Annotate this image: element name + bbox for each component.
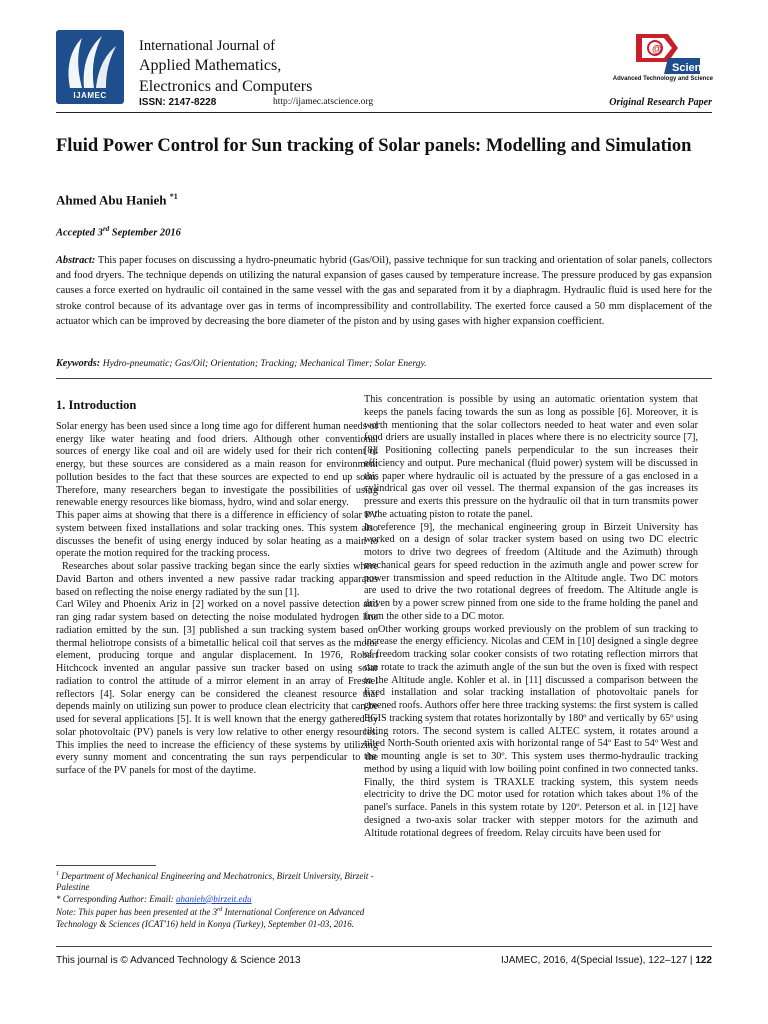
footer-citation-text: IJAMEC, 2016, 4(Special Issue), 122–127 |	[500, 955, 693, 966]
journal-url[interactable]: http://ijamec.atscience.org	[273, 97, 374, 107]
paragraph: This concentration is possible by using an automatic orientation system that keeps the panels facing towards the sun as long as possible [6]. Moreover, it is worth mentioning that the solar collectors needed to heat water and even solar food driers are usually installed in places where there is no electricity source [7], [8]. Positioning collecting panels perpendicular to the sun increases their efficiency and output. Pure mechanical (fluid power) system will be discussed in this paper where hydraulic oil is actuated by the pressure of a gas enclosed in a cylindrical gas over oil vessel. The thermal expansion of the gas increases its pressure and exerts this pressure on the hydraulic oil that in turn transmits power to the actuating piston to rotate the panel.	[364, 394, 698, 520]
author-line	[56, 192, 178, 208]
keywords-label: Keywords:	[56, 358, 101, 369]
footnote-note	[56, 905, 378, 930]
paragraph: Other working groups worked previously on the problem of sun tracking to increase the energy efficiency. Nicolas and CEM in [10] designed a single degree of freedom tracking solar cooker consists of two rotating reflection mirrors that can rotate to track the azimuth angle of the sun but the oven is fixed with respect to the Altitude angle. Kohler et al. in [11] discussed a comparison between the fixed installation and solar tracking installation of photovoltaic panels for greened roofs. Authors offer here three tracking systems: the first system is called EGIS tracking system that rotates horizontally by 180º and vertically by 65º using tilting rotors. The second system is called ALTEC system, it rotates around a tilted North-South oriented axis with horizontal range of 54º East to 54º West and the mounting angle is set to 30º. This system uses thermo-hydraulic tracking method by using a liquid with low boiling point confined in two connected tanks. Finally, the third system is TRAXLE tracking system, this system needs electricity to drive the DC motor used for rotation which takes about 1% of the panel's surface. Panels in this system rotate by 120º. Peterson et al. in [12] have designed a two-axis solar tracker with stepper motors for the azimuth and Altitude rotational degrees of freedom. Relay circuits have been used for	[364, 623, 698, 839]
footnotes	[56, 869, 378, 930]
journal-name-line1: International Journal of	[139, 38, 276, 54]
footer-divider	[56, 946, 712, 947]
accepted-prefix: Accepted 3	[56, 227, 103, 239]
paragraph: Researches about solar passive tracking began since the early sixties where David Barton and others invented a new passive radar tracking apparatus based on reflecting the noise energy radiated by the sun [1].	[56, 561, 378, 598]
keywords	[56, 358, 712, 369]
footer-citation	[501, 955, 712, 966]
paragraph: This paper aims at showing that there is a difference in efficiency of solar PV system between fixed installations and solar tracking ones. This system also discusses the benefit of using energy induced by solar heating as a main to operate the motion required for the tracking process.	[56, 510, 378, 560]
logo-text: IJAMEC	[73, 91, 107, 100]
abstract-label: Abstract:	[56, 255, 96, 266]
paper-title: Fluid Power Control for Sun tracking of Solar panels: Modelling and Simulation	[56, 136, 692, 156]
ats-caption: Advanced Technology and Science	[612, 76, 713, 82]
paragraph: In reference [9], the mechanical engineering group in Birzeit University has worked on a design of solar tracker system based on using two DC electric motors to drive two degrees of freedom (Altitude and the Azimuth) through mechanical gears for speed reduction in the azimuth angle and power screw for power transmission and speed reduction in the Altitude angle. Two DC motors are used to drive the two rotational degrees of freedom. The Altitude angle is driven by a power screw pinned from one side to the frame holding the panel and from the other side to a DC motor.	[364, 521, 698, 622]
accepted-date	[56, 225, 181, 239]
footnote-affiliation	[56, 869, 378, 894]
abstract-text: This paper focuses on discussing a hydro-pneumatic hybrid (Gas/Oil), passive technique for sun tracking and orientation of solar panels, collectors and food dryers. The technique depends on utilizing the natural expansion of gases caused by temperature increase. The pressure produced by gas expansion causes a force exerted on hydraulic oil contained in the same vessel with the gas and separated from it by a diaphragm. Hydraulic fluid is used here for the stroke control because of its advantage over gas in terms of incompressibility and controllability. The exerted force caused a 50 mm displacement of the actuator which can be improved by decreasing the bore diameter of the piston and by using gases with higher expansion coefficient.	[56, 255, 712, 327]
paragraph: Solar energy has been used since a long time ago for different human needs of energy like water heating and food driers. Although other conventional sources of energy like coal and oil are widely used for their rich content of energy, but these sources are considered as a main reason for environment pollution besides to the fact that these sources are expected to end up soon. Therefore, many researchers began to investigate the possibilities of using renewable energy resources like biomass, hydro, wind and solar energy.	[56, 420, 378, 509]
page-number: 122	[695, 955, 712, 966]
footnote-note-suffix: International Conference on Advanced Technology & Sciences (ICAT'16) held in Konya (Turkey), September 01-03, 2016.	[56, 907, 365, 929]
ijamec-logo	[56, 30, 124, 104]
svg-text:@: @	[652, 44, 662, 55]
ats-science-logo	[628, 30, 714, 76]
paragraph: Carl Wiley and Phoenix Ariz in [2] worked on a novel passive detection and ran ging radar system based on detecting the noise modulated hydrogen line radiation emitted by the sun. [3] published a sun tracking system based on thermal heliotrope consists of a bimetallic helical coil that serves as the motor element, producing torque and angular displacement. In 1976, Robert Hitchcock invented an angular passive sun tracker based on using solar radiation to control the attitude of a mirror element in an array of Fresnel reflectors [4]. Solar energy can be considered the cleanest resource that depends mainly on utilizing sun power to produce clean electricity that can be used for several applications [5]. It is well known that the energy gathered by solar photovoltaic (PV) panels is very low relative to other energy resources. This implies the need to increase the efficiency of these systems by utilizing every sunny moment and concentrating the sun rays perpendicular to the surface of the PV panels for most of the daytime.	[56, 599, 378, 776]
email-link[interactable]: ahanieh@birzeit.edu	[176, 893, 252, 904]
paper-type: Original Research Paper	[609, 97, 712, 108]
issn: ISSN: 2147-8228	[139, 97, 217, 108]
footnote-note-sup: rd	[217, 907, 223, 914]
left-column	[56, 399, 378, 778]
journal-name-line3: Electronics and Computers	[139, 78, 313, 95]
author-affiliation-mark: *1	[169, 192, 178, 201]
keywords-text: Hydro-pneumatic; Gas/Oil; Orientation; Tracking; Mechanical Timer; Solar Energy.	[102, 359, 427, 369]
accepted-sup: rd	[102, 225, 110, 233]
footnote-affiliation-text: Department of Mechanical Engineering and Mechatronics, Birzeit University, Birzeit - Palestine	[56, 871, 374, 893]
footnote-corresponding	[56, 894, 378, 905]
abstract	[56, 253, 712, 329]
footnote-note-prefix: Note: This paper has been presented at the 3	[56, 907, 218, 918]
header-divider	[56, 112, 712, 113]
journal-header	[0, 0, 768, 125]
right-column	[364, 394, 698, 840]
footnote-corresponding-text: * Corresponding Author: Email:	[56, 893, 177, 904]
journal-name-line2: Applied Mathematics,	[139, 57, 282, 74]
leaf-emblem-icon	[56, 30, 124, 94]
accepted-suffix: September 2016	[109, 227, 181, 239]
footnote-divider	[56, 865, 156, 866]
section-heading-introduction: 1. Introduction	[56, 398, 137, 412]
ats-logo-word: Science	[672, 62, 714, 74]
keywords-divider	[56, 378, 712, 379]
footnote-mark: 1	[56, 871, 59, 877]
footer-copyright: This journal is © Advanced Technology & Science 2013	[56, 955, 301, 966]
author-name: Ahmed Abu Hanieh	[56, 192, 167, 208]
